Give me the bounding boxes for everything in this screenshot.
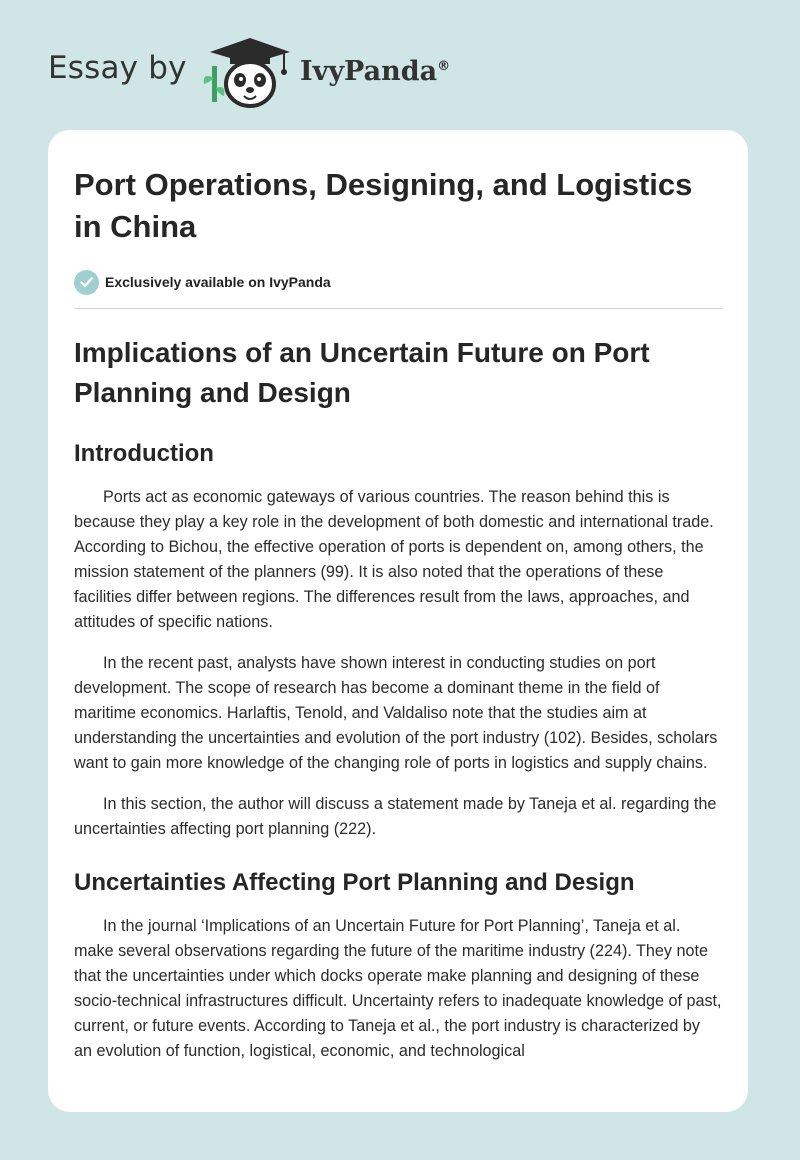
divider: [74, 308, 722, 309]
brand-prefix: Essay by: [48, 50, 187, 86]
badge-text: Exclusively available on IvyPanda: [105, 274, 331, 290]
uncertainties-heading: Uncertainties Affecting Port Planning and Design: [74, 869, 635, 896]
brand-header: [48, 36, 508, 108]
paragraph: In the recent past, analysts have shown interest in conducting studies on port development. The scope of research has become a dominant theme in the field of maritime economics. Harlaftis, Tenold, and Valdaliso note that the studies aim at understanding the uncertainties and evolution of the port industry (102). Besides, scholars want to gain more knowledge of the changing role of ports in logistics and supply chains.: [74, 654, 718, 772]
panda-logo-icon[interactable]: [200, 36, 292, 110]
exclusive-badge: [74, 268, 722, 296]
essay-card: [48, 130, 748, 1112]
paragraph: Ports act as economic gateways of various countries. The reason behind this is because they play a key role in the development of both domestic and international trade. According to Bichou, the effective operation of ports is dependent on, among others, the mission statement of the planners (99). It is also noted that the operations of these facilities differ between regions. The differences result from the laws, approaches, and attitudes of specific nations.: [74, 488, 714, 631]
section-title: Implications of an Uncertain Future on Port Planning and Design: [74, 337, 650, 408]
paragraph: In this section, the author will discuss a statement made by Taneja et al. regarding the uncertainties affecting port planning (222).: [74, 795, 717, 838]
paragraph: In the journal ‘Implications of an Uncertain Future for Port Planning’, Taneja et al. make several observations regarding the future of the maritime industry (224). They note that the uncertainties under which docks operate make planning and designing of these socio-technical infrastructures difficult. Uncertainty refers to inadequate knowledge of past, current, or future events. According to Taneja et al., the port industry is characterized by an evolution of function, logistical, economic, and technological: [74, 917, 722, 1060]
brand-name[interactable]: [300, 56, 450, 87]
brand-name-text: IvyPanda: [300, 56, 438, 87]
essay-title: Port Operations, Designing, and Logistics in China: [74, 167, 693, 244]
registered-mark: ®: [437, 59, 451, 74]
introduction-heading: Introduction: [74, 440, 214, 467]
check-circle-icon: [74, 270, 99, 295]
